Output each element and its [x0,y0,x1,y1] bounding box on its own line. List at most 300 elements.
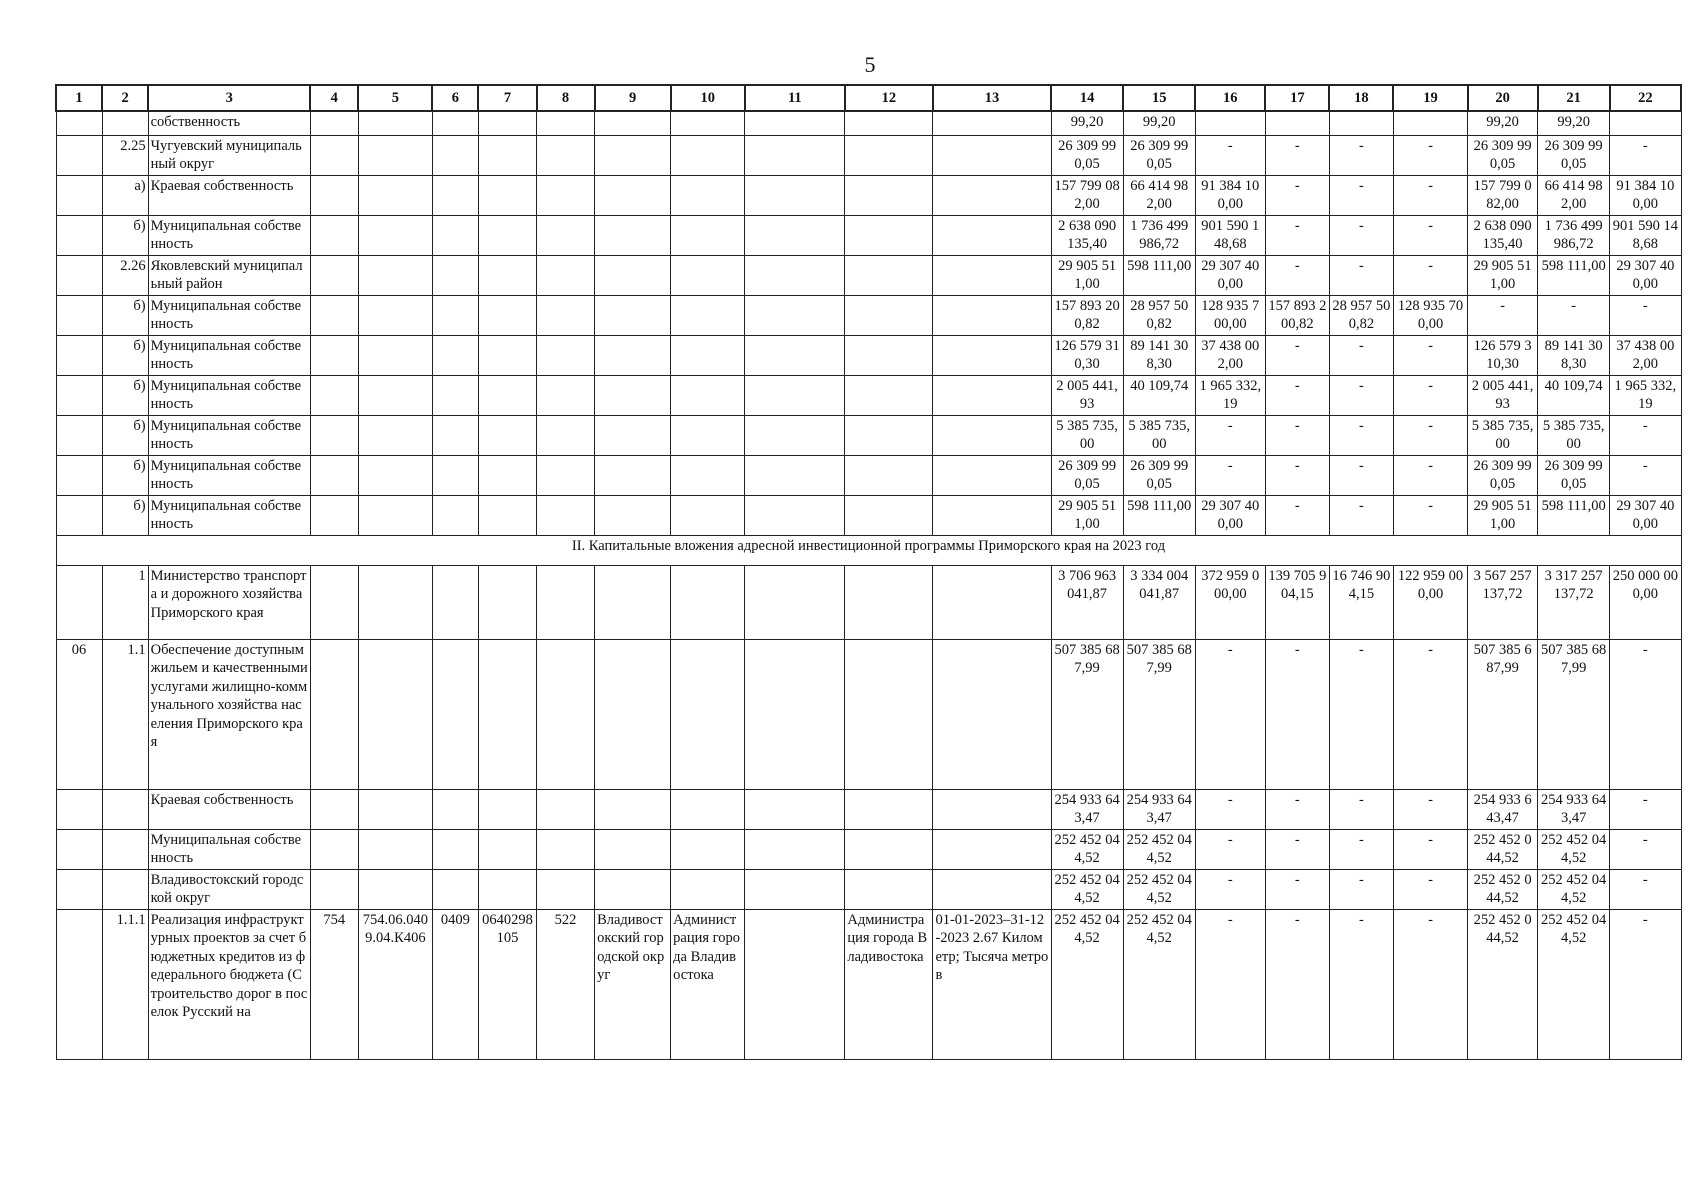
table-cell-col-12 [845,639,933,789]
table-cell-col-19: - [1393,175,1467,215]
table-cell-col-11 [745,375,845,415]
table-cell-col-22: - [1610,135,1681,175]
table-cell-col-7 [478,255,536,295]
table-cell-col-21: 3 317 257 137,72 [1538,565,1610,639]
table-cell-col-13 [933,215,1051,255]
table-cell-col-8 [537,335,595,375]
table-cell-col-10 [671,829,745,869]
table-cell-col-10: Администрация города Владивостока [671,909,745,1059]
table-cell-col-22: 29 307 400,00 [1610,255,1681,295]
table-cell-col-13 [933,111,1051,135]
column-header-11: 11 [745,85,845,111]
column-header-13: 13 [933,85,1051,111]
table-cell-col-6 [432,415,478,455]
table-cell-col-11 [745,789,845,829]
table-cell-col-5 [358,295,432,335]
table-cell-col-17: 157 893 200,82 [1265,295,1329,335]
table-cell-col-21: 252 452 044,52 [1538,829,1610,869]
table-cell-col-2: б) [102,215,148,255]
table-cell-col-1 [56,789,102,829]
table-cell-col-1 [56,375,102,415]
table-cell-col-6 [432,869,478,909]
table-cell-col-11 [745,495,845,535]
section-row [56,535,1681,565]
table-cell-col-14: 26 309 990,05 [1051,135,1123,175]
table-cell-col-13 [933,869,1051,909]
column-header-3: 3 [148,85,310,111]
table-cell-col-22: - [1610,295,1681,335]
table-cell-col-1 [56,295,102,335]
table-cell-col-6 [432,495,478,535]
table-cell-col-21: - [1538,295,1610,335]
table-cell-col-13 [933,565,1051,639]
table-cell-col-16: - [1195,829,1265,869]
table-cell-col-19: - [1393,829,1467,869]
table-cell-col-15: 598 111,00 [1123,255,1195,295]
table-cell-col-1: 06 [56,639,102,789]
investment-table [55,84,1682,1060]
table-cell-col-1 [56,255,102,295]
table-cell-col-15: 26 309 990,05 [1123,455,1195,495]
column-header-8: 8 [537,85,595,111]
table-cell-col-12 [845,335,933,375]
table-cell-col-21: 26 309 990,05 [1538,135,1610,175]
table-cell-col-21: 1 736 499 986,72 [1538,215,1610,255]
table-cell-col-2 [102,111,148,135]
table-cell-col-20: 254 933 643,47 [1468,789,1538,829]
table-cell-col-11 [745,255,845,295]
table-cell-col-10 [671,415,745,455]
table-cell-col-18: - [1329,135,1393,175]
table-cell-col-2: б) [102,495,148,535]
table-cell-col-20: 26 309 990,05 [1468,135,1538,175]
table-cell-col-2: б) [102,335,148,375]
page-number: 5 [864,52,876,77]
table-cell-col-20: 2 005 441,93 [1468,375,1538,415]
table-cell-col-22: 1 965 332,19 [1610,375,1681,415]
table-cell-col-1 [56,215,102,255]
table-cell-col-16: 29 307 400,00 [1195,255,1265,295]
table-cell-col-18: - [1329,415,1393,455]
table-cell-col-15: 99,20 [1123,111,1195,135]
table-cell-col-18: - [1329,455,1393,495]
table-cell-col-21: 66 414 982,00 [1538,175,1610,215]
table-cell-col-12 [845,295,933,335]
table-cell-col-12 [845,415,933,455]
table-cell-col-2 [102,829,148,869]
table-cell-col-8 [537,789,595,829]
table-cell-col-8 [537,415,595,455]
table-cell-col-15: 5 385 735,00 [1123,415,1195,455]
table-cell-col-16: - [1195,869,1265,909]
table-cell-col-10 [671,869,745,909]
table-cell-col-8 [537,829,595,869]
table-cell-col-7 [478,829,536,869]
table-cell-col-5: 754.06.0409.04.К406 [358,909,432,1059]
table-cell-col-11 [745,135,845,175]
table-cell-col-13 [933,175,1051,215]
table-cell-col-3: Муниципальная собственность [148,829,310,869]
table-cell-col-11 [745,111,845,135]
table-cell-col-15: 89 141 308,30 [1123,335,1195,375]
table-cell-col-22: - [1610,909,1681,1059]
table-cell-col-14: 126 579 310,30 [1051,335,1123,375]
table-cell-col-6 [432,375,478,415]
table-cell-col-10 [671,175,745,215]
table-cell-col-19: - [1393,135,1467,175]
table-cell-col-18: 28 957 500,82 [1329,295,1393,335]
table-cell-col-15: 507 385 687,99 [1123,639,1195,789]
table-cell-col-20: 2 638 090 135,40 [1468,215,1538,255]
table-cell-col-4 [310,639,358,789]
table-cell-col-2: б) [102,295,148,335]
table-cell-col-7 [478,415,536,455]
table-cell-col-17 [1265,111,1329,135]
table-cell-col-15: 254 933 643,47 [1123,789,1195,829]
table-cell-col-11 [745,335,845,375]
table-cell-col-16: 37 438 002,00 [1195,335,1265,375]
column-header-20: 20 [1468,85,1538,111]
table-cell-col-20: 3 567 257 137,72 [1468,565,1538,639]
table-cell-col-10 [671,335,745,375]
table-cell-col-4 [310,135,358,175]
table-cell-col-19: 122 959 000,00 [1393,565,1467,639]
table-cell-col-6 [432,455,478,495]
table-cell-col-12 [845,215,933,255]
table-cell-col-8 [537,639,595,789]
table-cell-col-14: 26 309 990,05 [1051,455,1123,495]
table-cell-col-19: 128 935 700,00 [1393,295,1467,335]
table-cell-col-19: - [1393,639,1467,789]
table-cell-col-21: 254 933 643,47 [1538,789,1610,829]
table-cell-col-2: б) [102,455,148,495]
table-cell-col-15: 3 334 004 041,87 [1123,565,1195,639]
table-cell-col-7 [478,111,536,135]
table-cell-col-2: 1.1 [102,639,148,789]
table-cell-col-15: 40 109,74 [1123,375,1195,415]
table-cell-col-5 [358,215,432,255]
table-cell-col-20: 126 579 310,30 [1468,335,1538,375]
table-row [56,255,1681,295]
table-cell-col-12 [845,255,933,295]
table-cell-col-14: 252 452 044,52 [1051,829,1123,869]
table-cell-col-4 [310,829,358,869]
table-cell-col-3: Муниципальная собственность [148,215,310,255]
table-cell-col-14: 29 905 511,00 [1051,255,1123,295]
table-cell-col-16: - [1195,455,1265,495]
table-cell-col-6 [432,111,478,135]
table-cell-col-20: 29 905 511,00 [1468,255,1538,295]
table-cell-col-16: 29 307 400,00 [1195,495,1265,535]
table-cell-col-9 [595,455,671,495]
table-cell-col-3: собственность [148,111,310,135]
table-cell-col-8 [537,215,595,255]
table-cell-col-18: - [1329,495,1393,535]
table-cell-col-5 [358,375,432,415]
table-cell-col-18: - [1329,909,1393,1059]
table-cell-col-15: 1 736 499 986,72 [1123,215,1195,255]
table-cell-col-13: 01-01-2023–31-12-2023 2.67 Километр; Тысяча метров [933,909,1051,1059]
table-cell-col-2: 2.25 [102,135,148,175]
table-cell-col-15: 28 957 500,82 [1123,295,1195,335]
table-cell-col-5 [358,869,432,909]
table-cell-col-3: Реализация инфраструктурных проектов за счет бюджетных кредитов из федерального бюджета (Строительство дорог в поселок Русский на [148,909,310,1059]
table-cell-col-9 [595,375,671,415]
table-cell-col-18: - [1329,869,1393,909]
table-cell-col-13 [933,335,1051,375]
table-cell-col-3: Обеспечение доступным жильем и качественными услугами жилищно-коммунального хозяйства населения Приморского края [148,639,310,789]
table-cell-col-7 [478,215,536,255]
table-cell-col-11 [745,455,845,495]
table-cell-col-18: - [1329,639,1393,789]
table-row [56,295,1681,335]
table-cell-col-1 [56,829,102,869]
table-cell-col-3: Муниципальная собственность [148,295,310,335]
table-cell-col-1 [56,495,102,535]
table-row [56,175,1681,215]
table-row [56,829,1681,869]
table-cell-col-9 [595,495,671,535]
table-cell-col-17: - [1265,375,1329,415]
table-cell-col-5 [358,495,432,535]
table-cell-col-8 [537,495,595,535]
table-cell-col-10 [671,255,745,295]
table-cell-col-4 [310,255,358,295]
table-cell-col-5 [358,789,432,829]
table-row [56,869,1681,909]
table-cell-col-16: - [1195,415,1265,455]
table-cell-col-7 [478,375,536,415]
table-cell-col-14: 254 933 643,47 [1051,789,1123,829]
table-cell-col-4 [310,335,358,375]
table-cell-col-14: 2 638 090 135,40 [1051,215,1123,255]
table-cell-col-17: - [1265,829,1329,869]
table-cell-col-13 [933,789,1051,829]
table-cell-col-17: - [1265,495,1329,535]
column-header-5: 5 [358,85,432,111]
table-cell-col-11 [745,295,845,335]
column-header-7: 7 [478,85,536,111]
table-cell-col-12 [845,455,933,495]
table-cell-col-6 [432,135,478,175]
table-cell-col-2: 2.26 [102,255,148,295]
table-cell-col-22: - [1610,639,1681,789]
table-cell-col-3: Краевая собственность [148,789,310,829]
table-cell-col-15: 66 414 982,00 [1123,175,1195,215]
table-cell-col-13 [933,495,1051,535]
table-cell-col-8 [537,135,595,175]
table-cell-col-11 [745,565,845,639]
table-cell-col-10 [671,375,745,415]
table-cell-col-8 [537,111,595,135]
table-cell-col-16: 91 384 100,00 [1195,175,1265,215]
table-cell-col-9 [595,135,671,175]
table-cell-col-10 [671,135,745,175]
table-cell-col-1 [56,455,102,495]
table-cell-col-4 [310,111,358,135]
table-cell-col-16: 372 959 000,00 [1195,565,1265,639]
table-cell-col-19: - [1393,869,1467,909]
table-cell-col-22: 91 384 100,00 [1610,175,1681,215]
table-cell-col-22: 37 438 002,00 [1610,335,1681,375]
table-cell-col-12 [845,175,933,215]
table-cell-col-21: 89 141 308,30 [1538,335,1610,375]
table-cell-col-7 [478,789,536,829]
table-cell-col-13 [933,135,1051,175]
table-cell-col-18: - [1329,215,1393,255]
table-cell-col-21: 99,20 [1538,111,1610,135]
table-cell-col-12: Администрация города Владивостока [845,909,933,1059]
table-cell-col-7 [478,455,536,495]
table-cell-col-12 [845,495,933,535]
table-row [56,565,1681,639]
table-cell-col-4 [310,375,358,415]
table-cell-col-18: - [1329,375,1393,415]
table-cell-col-9 [595,215,671,255]
table-cell-col-6 [432,295,478,335]
table-cell-col-8 [537,565,595,639]
column-header-17: 17 [1265,85,1329,111]
table-cell-col-4 [310,175,358,215]
table-cell-col-14: 29 905 511,00 [1051,495,1123,535]
table-cell-col-5 [358,455,432,495]
table-cell-col-6 [432,789,478,829]
table-cell-col-19: - [1393,215,1467,255]
table-cell-col-13 [933,639,1051,789]
table-cell-col-16: 1 965 332,19 [1195,375,1265,415]
column-header-10: 10 [671,85,745,111]
table-cell-col-18: - [1329,789,1393,829]
table-cell-col-3: Муниципальная собственность [148,375,310,415]
table-cell-col-4 [310,415,358,455]
table-cell-col-19: - [1393,789,1467,829]
table-row [56,335,1681,375]
table-cell-col-2: 1.1.1 [102,909,148,1059]
column-header-12: 12 [845,85,933,111]
table-cell-col-9 [595,255,671,295]
table-cell-col-20: 99,20 [1468,111,1538,135]
table-cell-col-9 [595,335,671,375]
table-cell-col-14: 507 385 687,99 [1051,639,1123,789]
table-cell-col-12 [845,111,933,135]
column-header-19: 19 [1393,85,1467,111]
table-cell-col-13 [933,375,1051,415]
table-row [56,375,1681,415]
table-cell-col-10 [671,111,745,135]
table-cell-col-14: 5 385 735,00 [1051,415,1123,455]
table-cell-col-3: Министерство транспорта и дорожного хозяйства Приморского края [148,565,310,639]
table-row [56,455,1681,495]
column-header-15: 15 [1123,85,1195,111]
column-header-2: 2 [102,85,148,111]
table-cell-col-16: - [1195,789,1265,829]
table-cell-col-11 [745,415,845,455]
table-cell-col-6 [432,255,478,295]
table-cell-col-20: 252 452 044,52 [1468,909,1538,1059]
table-row [56,639,1681,789]
table-cell-col-14: 252 452 044,52 [1051,909,1123,1059]
table-row [56,135,1681,175]
table-cell-col-7 [478,295,536,335]
table-cell-col-11 [745,175,845,215]
table-cell-col-14: 2 005 441,93 [1051,375,1123,415]
table-cell-col-1 [56,415,102,455]
table-cell-col-19: - [1393,495,1467,535]
table-cell-col-19 [1393,111,1467,135]
table-cell-col-3: Муниципальная собственность [148,495,310,535]
table-cell-col-7 [478,135,536,175]
table-cell-col-17: - [1265,455,1329,495]
table-cell-col-15: 252 452 044,52 [1123,869,1195,909]
table-cell-col-4 [310,455,358,495]
table-cell-col-1 [56,175,102,215]
table-cell-col-10 [671,455,745,495]
table-cell-col-16: 128 935 700,00 [1195,295,1265,335]
table-cell-col-12 [845,565,933,639]
table-cell-col-3: Муниципальная собственность [148,335,310,375]
table-cell-col-3: Яковлевский муниципальный район [148,255,310,295]
table-cell-col-17: - [1265,335,1329,375]
table-cell-col-9 [595,789,671,829]
table-cell-col-4 [310,215,358,255]
column-header-1: 1 [56,85,102,111]
table-cell-col-22: - [1610,455,1681,495]
table-cell-col-13 [933,455,1051,495]
table-cell-col-2: б) [102,415,148,455]
table-cell-col-12 [845,375,933,415]
table-cell-col-1 [56,565,102,639]
table-row [56,215,1681,255]
table-cell-col-11 [745,869,845,909]
table-cell-col-21: 598 111,00 [1538,255,1610,295]
table-cell-col-10 [671,565,745,639]
table-cell-col-12 [845,789,933,829]
table-cell-col-2: 1 [102,565,148,639]
table-cell-col-13 [933,255,1051,295]
table-cell-col-10 [671,639,745,789]
header-row [56,85,1681,111]
table-cell-col-9: Владивостокский городской округ [595,909,671,1059]
table-cell-col-21: 26 309 990,05 [1538,455,1610,495]
table-cell-col-14: 99,20 [1051,111,1123,135]
column-header-14: 14 [1051,85,1123,111]
table-cell-col-22: 250 000 000,00 [1610,565,1681,639]
table-cell-col-12 [845,869,933,909]
table-row [56,415,1681,455]
table-cell-col-6 [432,215,478,255]
table-cell-col-5 [358,175,432,215]
table-cell-col-14: 252 452 044,52 [1051,869,1123,909]
table-cell-col-19: - [1393,415,1467,455]
table-cell-col-20: - [1468,295,1538,335]
table-cell-col-6 [432,175,478,215]
column-header-22: 22 [1610,85,1681,111]
table-cell-col-6 [432,335,478,375]
table-cell-col-13 [933,829,1051,869]
table-cell-col-4 [310,565,358,639]
column-header-16: 16 [1195,85,1265,111]
table-cell-col-17: - [1265,869,1329,909]
table-cell-col-4 [310,789,358,829]
table-cell-col-6: 0409 [432,909,478,1059]
table-cell-col-9 [595,565,671,639]
table-cell-col-15: 252 452 044,52 [1123,909,1195,1059]
table-cell-col-10 [671,295,745,335]
table-cell-col-8: 522 [537,909,595,1059]
table-cell-col-3: Муниципальная собственность [148,455,310,495]
table-cell-col-2 [102,789,148,829]
table-cell-col-17: - [1265,255,1329,295]
